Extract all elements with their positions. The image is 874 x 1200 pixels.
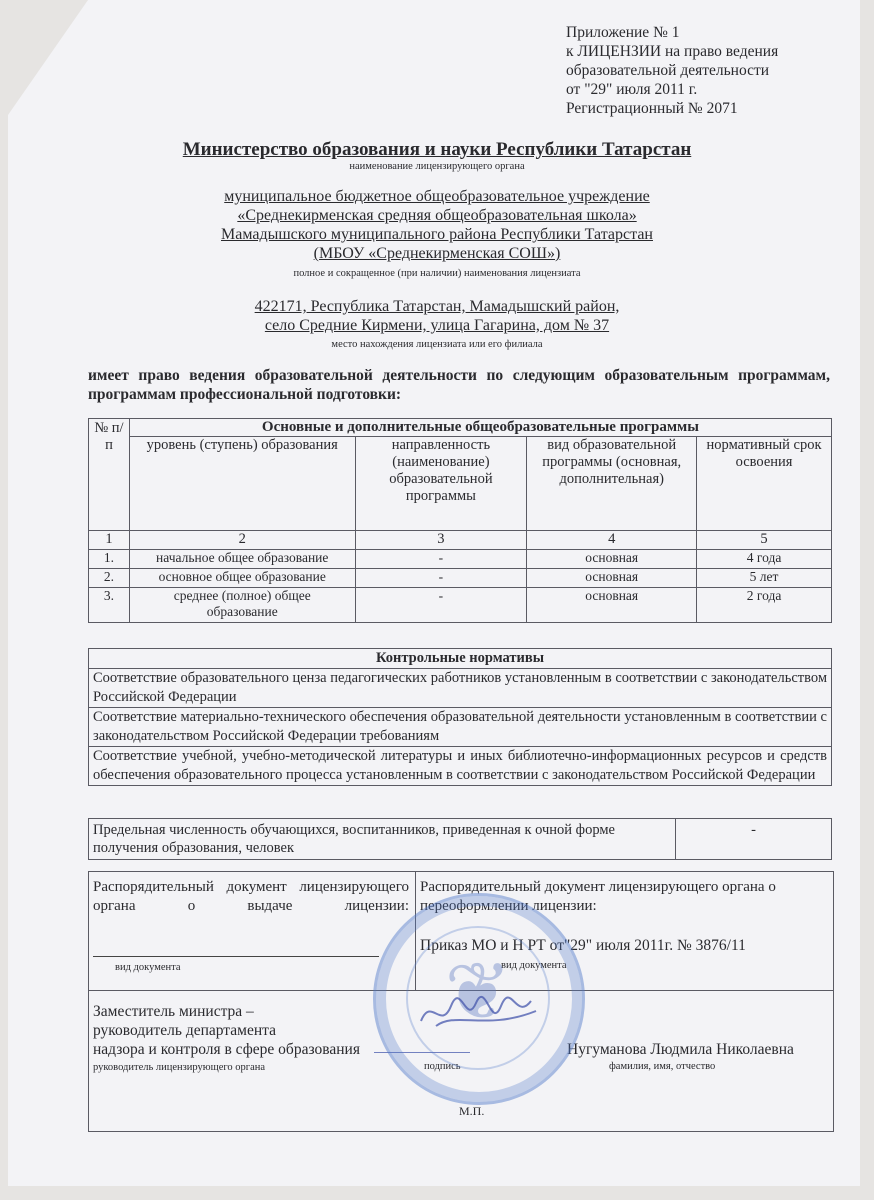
address-line: 422171, Республика Татарстан, Мамадышский район, — [254, 298, 620, 315]
issue-document-value-line — [93, 956, 379, 957]
row-term: 5 лет — [697, 569, 832, 588]
signatory-position-line: надзора и контроля в сфере образования — [93, 1041, 360, 1058]
signatory-position-caption: руководитель лицензирующего органа — [93, 1062, 266, 1073]
row-level: начальное общее образование — [129, 550, 355, 569]
enrollment-limit-table — [88, 818, 832, 860]
control-norm-item: Соответствие учебной, учебно-методической литературы и иных библиотечно-информационных ресурсов и средств обеспечения образовательного процесса установленным в соответствии с законодательством Российской Федерации — [89, 747, 832, 786]
address-caption: место нахождения лицензиата или его филиала — [331, 339, 543, 350]
row-focus: - — [355, 588, 527, 623]
licensing-body-caption: наименование лицензирующего органа — [349, 161, 525, 172]
programs-title: Основные и дополнительные общеобразовательные программы — [129, 419, 831, 437]
column-number-row — [89, 531, 832, 550]
signature-scribble-icon — [416, 991, 546, 1041]
col-header-focus: направленность (наименование) образовательной программы — [355, 437, 527, 531]
issue-document-caption: вид документа — [115, 962, 181, 973]
col-header-type: вид образовательной программы (основная, дополнительная) — [527, 437, 697, 531]
row-term: 4 года — [697, 550, 832, 569]
row-num: 1. — [89, 550, 130, 569]
col-number: 3 — [355, 531, 527, 550]
row-level: среднее (полное) общее образование — [129, 588, 355, 623]
col-number: 1 — [89, 531, 130, 550]
row-focus: - — [355, 550, 527, 569]
signatory-position-line: руководитель департамента — [93, 1022, 276, 1039]
licensee-caption: полное и сокращенное (при наличии) наименования лицензиата — [293, 268, 581, 279]
table-row — [89, 550, 832, 569]
appendix-line: Приложение № 1 — [566, 24, 680, 41]
address-line: село Средние Кирмени, улица Гагарина, дом № 37 — [264, 317, 610, 334]
col-header-level: уровень (ступень) образования — [129, 437, 355, 531]
appendix-line: Регистрационный № 2071 — [566, 100, 738, 117]
programs-table — [88, 418, 832, 623]
signatory-name: Нугуманова Людмила Николаевна — [567, 1041, 794, 1058]
table-row — [89, 588, 832, 623]
row-term: 2 года — [697, 588, 832, 623]
appendix-line: образовательной деятельности — [566, 62, 770, 79]
control-norms-title: Контрольные нормативы — [89, 649, 832, 669]
signature-caption: подпись — [424, 1061, 461, 1072]
double-headed-eagle-icon: ❦ — [444, 949, 512, 1037]
control-norm-item: Соответствие материально-технического обеспечения образовательной деятельности установленным в соответствии с законодательством Российской Федерации требованиям — [89, 708, 832, 747]
signatory-position-line: Заместитель министра – — [93, 1003, 254, 1020]
control-norms-table — [88, 648, 832, 786]
row-type: основная — [527, 569, 697, 588]
col-header-term: нормативный срок освоения — [697, 437, 832, 531]
official-seal-stamp — [373, 893, 585, 1105]
row-level: основное общее образование — [129, 569, 355, 588]
row-focus: - — [355, 569, 527, 588]
control-norm-item: Соответствие образовательного ценза педагогических работников установленным в соответствии с законодательством Российской Федерации — [89, 669, 832, 708]
rights-statement: имеет право ведения образовательной деятельности по следующим образовательным программам, программам профессиональной подготовки: — [88, 367, 830, 403]
enrollment-limit-value: - — [676, 819, 832, 860]
reissue-document-caption: вид документа — [501, 960, 567, 971]
enrollment-limit-label: Предельная численность обучающихся, воспитанников, приведенная к очной форме получения образования, человек — [89, 819, 676, 860]
reissue-document-label: Распорядительный документ лицензирующего органа о переоформлении лицензии: — [420, 879, 776, 914]
licensee-block — [0, 187, 874, 283]
appendix-header — [566, 23, 778, 118]
appendix-line: к ЛИЦЕНЗИИ на право ведения — [566, 43, 779, 60]
row-num: 3. — [89, 588, 130, 623]
reissue-document-value: Приказ МО и Н РТ от"29" июля 2011г. № 3876/11 — [420, 937, 746, 954]
address-block — [0, 297, 874, 354]
licensing-body — [0, 139, 874, 172]
signatory-position — [93, 1002, 360, 1059]
licensing-body-name: Министерство образования и науки Республики Татарстан — [182, 139, 692, 160]
col-number: 5 — [697, 531, 832, 550]
num-header: № п/п — [89, 419, 130, 531]
seal-label: М.П. — [459, 1104, 485, 1118]
issue-document-label: Распорядительный документ лицензирующего органа о выдаче лицензии: — [93, 879, 409, 914]
programs-title-row — [89, 419, 832, 437]
programs-header-row — [89, 437, 832, 531]
row-num: 2. — [89, 569, 130, 588]
licensee-line: Мамадышского муниципального района Республики Татарстан — [221, 226, 653, 243]
col-number: 2 — [129, 531, 355, 550]
licensee-line: муниципальное бюджетное общеобразовательное учреждение — [224, 188, 650, 205]
licensee-line: (МБОУ «Среднекирменская СОШ») — [313, 245, 561, 262]
row-type: основная — [527, 588, 697, 623]
appendix-line: от "29" июля 2011 г. — [566, 81, 698, 98]
signatory-name-caption: фамилия, имя, отчество — [609, 1061, 716, 1072]
table-row — [89, 569, 832, 588]
col-number: 4 — [527, 531, 697, 550]
issue-document-cell — [89, 872, 416, 991]
row-type: основная — [527, 550, 697, 569]
licensee-line: «Среднекирменская средняя общеобразовательная школа» — [237, 207, 637, 224]
